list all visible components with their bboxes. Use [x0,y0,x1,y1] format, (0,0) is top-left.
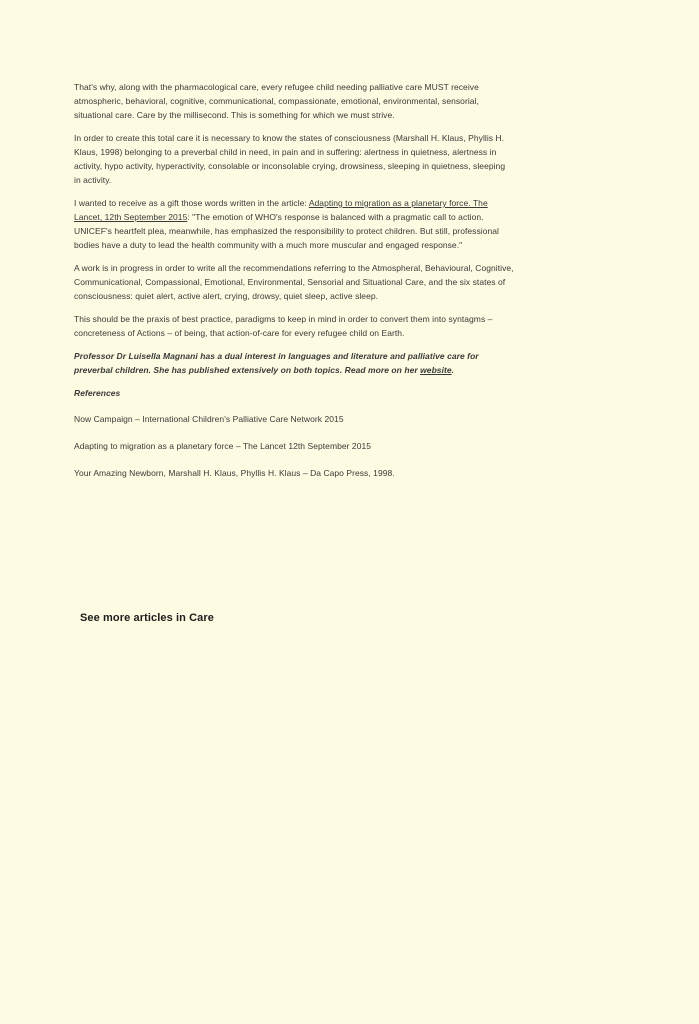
lancet-article-link[interactable]: Adapting to migration as a planetary force. The Lancet, 12th September 2015 [74,198,488,222]
article-paragraph-4: A work is in progress in order to write all the recommendations referring to the Atmospheral, Behavioural, Cognitive, Communicational, Compassional, Emotional, Environmental, Sensorial and Situational Care, and the six states of consciousness: quiet alert, active alert, crying, drowsy, quiet sleep, active sleep. [74,263,514,301]
article-paragraph-3 [74,196,514,252]
article-body [74,80,514,493]
reference-item-3: Your Amazing Newborn, Marshall H. Klaus, Phyllis H. Klaus – Da Capo Press, 1998. [74,468,395,478]
reference-item-2: Adapting to migration as a planetary force – The Lancet 12th September 2015 [74,441,372,451]
author-bio [74,349,514,377]
reference-item-1: Now Campaign – International Children's Palliative Care Network 2015 [74,414,344,424]
see-more-articles-link[interactable]: See more articles in Care [80,612,214,624]
author-bio-end: . [451,365,455,375]
author-bio-text: Professor Dr Luisella Magnani has a dual interest in languages and literature and palliative care for preverbal children. She has published extensively on both topics. Read more on her [74,351,479,375]
paragraph-3-quote: : "The emotion of WHO's response is balanced with a pragmatic call to action. UNICEF's heartfelt plea, meanwhile, has emphasized the responsibility to protect children. But still, professional bodies have a duty to lead the health community with a much more muscular and engaged response." [74,212,499,250]
article-paragraph-5: This should be the praxis of best practice, paradigms to keep in mind in order to convert them into syntagms – concreteness of Actions – of being, that action-of-care for every refugee child on Earth. [74,314,493,338]
references-heading: References [74,388,121,398]
author-website-link[interactable]: website [420,365,452,375]
article-paragraph-2: In order to create this total care it is necessary to know the states of consciousness (Marshall H. Klaus, Phyllis H. Klaus, 1998) belonging to a preverbal child in need, in pain and in suffering: alertness in quietness, alertness in activity, hypo activity, hyperactivity, consolable or inconsolable crying, drowsiness, sleeping in quietness, sleeping in activity. [74,133,506,185]
paragraph-3-intro: I wanted to receive as a gift those words written in the article: [74,198,309,208]
article-paragraph-1: That's why, along with the pharmacological care, every refugee child needing palliative care MUST receive atmospheric, behavioral, cognitive, communicational, compassionate, emotional, environmental, sensorial, situational care. Care by the millisecond. This is something for which we must strive. [74,82,479,120]
